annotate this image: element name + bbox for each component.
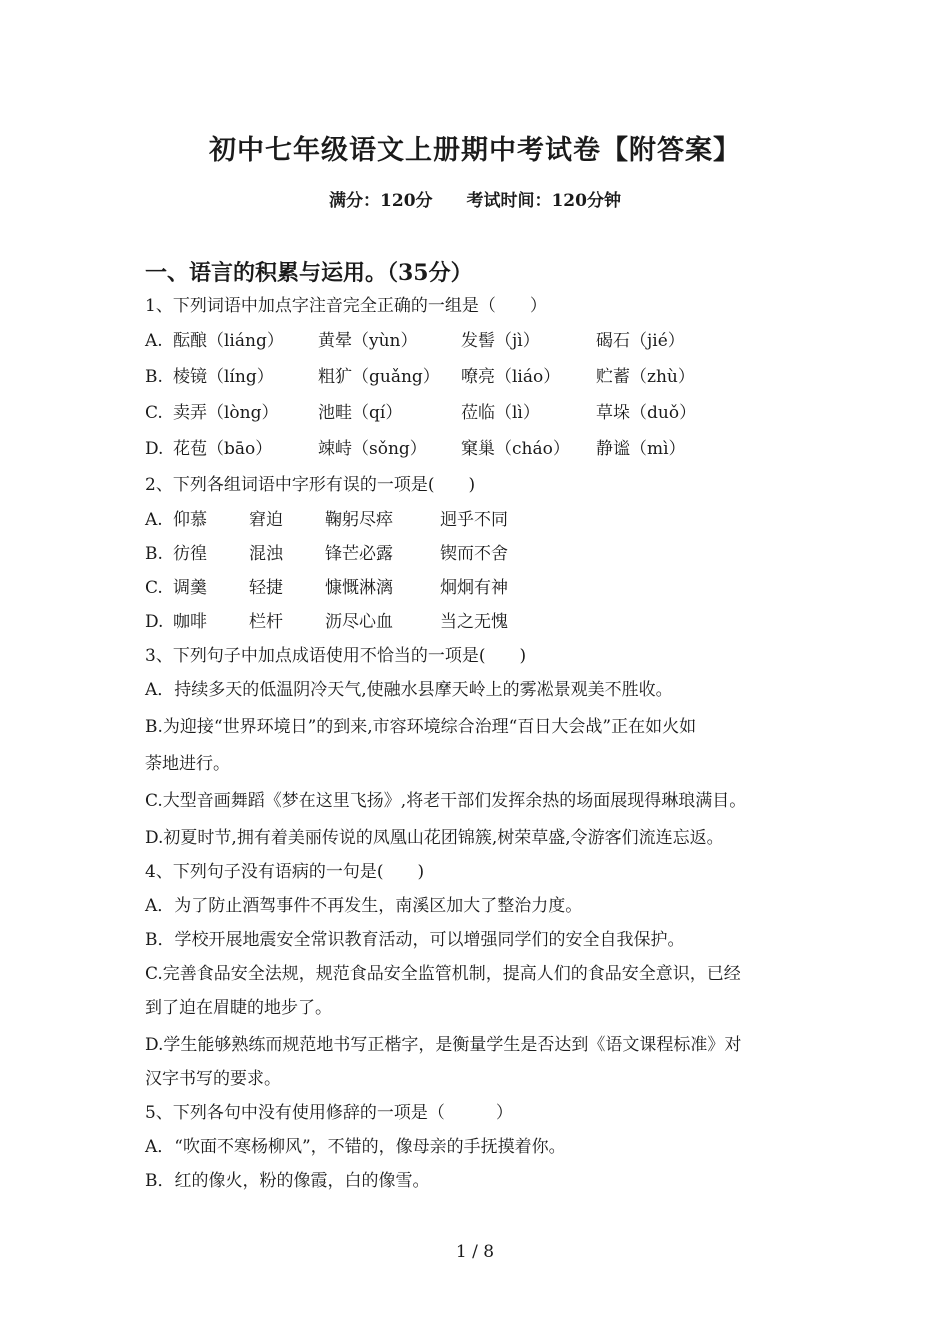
option-item: 彷徨 bbox=[173, 544, 207, 564]
option-item: 酝酿（liáng） bbox=[173, 331, 284, 351]
option-letter: B. bbox=[145, 367, 163, 387]
option-item: 竦峙（sǒng） bbox=[318, 439, 427, 459]
option-letter: A. bbox=[145, 510, 163, 530]
question-1-stem: 1、下列词语中加点字注音完全正确的一组是（ ） bbox=[145, 296, 547, 316]
question-3-stem: 3、下列句子中加点成语使用不恰当的一项是( ) bbox=[145, 646, 527, 666]
question-5-stem: 5、下列各句中没有使用修辞的一项是（ ） bbox=[145, 1103, 513, 1123]
q2-option-d bbox=[145, 607, 815, 641]
option-item: 当之无愧 bbox=[440, 612, 508, 632]
q1-option-b bbox=[145, 362, 815, 398]
q1-option-a bbox=[145, 326, 815, 362]
q1-option-d bbox=[145, 434, 815, 470]
option-item: 咖啡 bbox=[173, 612, 207, 632]
q1-option-c bbox=[145, 398, 815, 434]
q4-option-b: B．学校开展地震安全常识教育活动，可以增强同学们的安全自我保护。 bbox=[145, 930, 685, 950]
page-title: 初中七年级语文上册期中考试卷【附答案】 bbox=[209, 135, 741, 166]
q4-option-d: D.学生能够熟练而规范地书写正楷字，是衡量学生是否达到《语文课程标准》对 bbox=[145, 1035, 742, 1055]
option-item: 粗犷（guǎng） bbox=[318, 367, 440, 387]
option-item: 黄晕（yùn） bbox=[318, 331, 418, 351]
option-item: 发髻（jì） bbox=[461, 331, 540, 351]
option-item: 鞠躬尽瘁 bbox=[325, 510, 393, 530]
option-item: 静谧（mì） bbox=[596, 439, 686, 459]
q4-option-d-cont: 汉字书写的要求。 bbox=[145, 1069, 281, 1089]
option-item: 草垛（duǒ） bbox=[596, 403, 697, 423]
question-2-stem: 2、下列各组词语中字形有误的一项是( ) bbox=[145, 475, 476, 495]
q2-option-c bbox=[145, 573, 815, 607]
option-item: 锲而不舍 bbox=[440, 544, 508, 564]
option-item: 迥乎不同 bbox=[440, 510, 508, 530]
q5-option-b: B．红的像火，粉的像霞，白的像雪。 bbox=[145, 1171, 430, 1191]
option-item: 轻捷 bbox=[249, 578, 283, 598]
q3-option-b: B.为迎接“世界环境日”的到来,市容环境综合治理“百日大会战”正在如火如 bbox=[145, 717, 697, 737]
option-letter: D. bbox=[145, 612, 164, 632]
option-letter: A. bbox=[145, 331, 163, 351]
option-item: 锋芒必露 bbox=[325, 544, 393, 564]
option-item: 花苞（bāo） bbox=[173, 439, 273, 459]
option-item: 混浊 bbox=[249, 544, 283, 564]
section-heading: 一、语言的积累与运用。（35分） bbox=[145, 260, 473, 286]
option-item: 沥尽心血 bbox=[325, 612, 393, 632]
q2-option-a bbox=[145, 505, 815, 539]
q4-option-c-cont: 到了迫在眉睫的地步了。 bbox=[145, 998, 332, 1018]
questions bbox=[145, 291, 815, 1200]
option-item: 窠巢（cháo） bbox=[461, 439, 570, 459]
option-letter: B. bbox=[145, 544, 163, 564]
exam-time: 考试时间：120分钟 bbox=[466, 191, 621, 211]
option-letter: C. bbox=[145, 403, 163, 423]
page-number: 1 / 8 bbox=[455, 1242, 495, 1262]
option-item: 贮蓄（zhù） bbox=[596, 367, 695, 387]
option-item: 窘迫 bbox=[249, 510, 283, 530]
option-item: 嘹亮（liáo） bbox=[461, 367, 561, 387]
q2-option-b bbox=[145, 539, 815, 573]
q3-option-b-cont: 荼地进行。 bbox=[145, 754, 230, 774]
q4-option-a: A．为了防止酒驾事件不再发生，南溪区加大了整治力度。 bbox=[145, 896, 583, 916]
q3-option-d: D.初夏时节,拥有着美丽传说的凤凰山花团锦簇,树荣草盛,令游客们流连忘返。 bbox=[145, 828, 724, 848]
exam-info bbox=[0, 186, 950, 211]
option-item: 栏杆 bbox=[249, 612, 283, 632]
option-letter: D. bbox=[145, 439, 164, 459]
q5-option-a: A．“吹面不寒杨柳风”，不错的，像母亲的手抚摸着你。 bbox=[145, 1137, 566, 1157]
option-item: 莅临（lì） bbox=[461, 403, 540, 423]
option-item: 炯炯有神 bbox=[440, 578, 508, 598]
option-item: 卖弄（lòng） bbox=[173, 403, 279, 423]
full-score: 满分：120分 bbox=[329, 191, 433, 211]
q4-option-c: C.完善食品安全法规，规范食品安全监管机制，提高人们的食品安全意识，已经 bbox=[145, 964, 741, 984]
q3-option-c: C.大型音画舞蹈《梦在这里飞扬》,将老干部们发挥余热的场面展现得琳琅满目。 bbox=[145, 791, 747, 811]
option-letter: C. bbox=[145, 578, 163, 598]
option-item: 慷慨淋漓 bbox=[325, 578, 393, 598]
option-item: 仰慕 bbox=[173, 510, 207, 530]
option-item: 池畦（qí） bbox=[318, 403, 403, 423]
option-item: 调羹 bbox=[173, 578, 207, 598]
option-item: 碣石（jié） bbox=[596, 331, 685, 351]
question-4-stem: 4、下列句子没有语病的一句是( ) bbox=[145, 862, 425, 882]
q3-option-a: A．持续多天的低温阴冷天气,使融水县摩天岭上的雾凇景观美不胜收。 bbox=[145, 680, 673, 700]
option-item: 棱镜（líng） bbox=[173, 367, 274, 387]
